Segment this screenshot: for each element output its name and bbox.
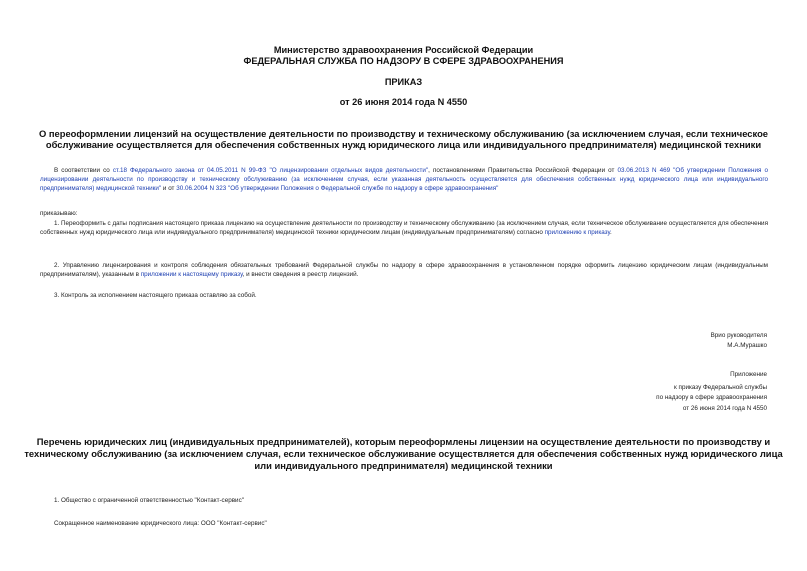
list-item-1: 1. Общество с ограниченной ответственностью "Контакт-сервис": [54, 497, 244, 504]
order-title-line-2: обслуживание осуществляется для обеспечения собственных нужд юридического лица или индивидуального предпринимателя) медицинской техники: [45, 139, 762, 150]
clause-1-end: .: [610, 229, 612, 237]
clause-1: [40, 219, 768, 237]
clause-2-end: , и внести сведения в реестр лицензий.: [242, 271, 359, 279]
signature-name: М.А.Мурашко: [727, 342, 767, 349]
document-type: ПРИКАЗ: [384, 77, 423, 87]
clause-3: 3. Контроль за исполнением настоящего приказа оставляю за собой.: [54, 292, 257, 299]
document-date-number: от 26 июня 2014 года N 4550: [339, 97, 468, 107]
appendix-line-3: от 26 июня 2014 года N 4550: [682, 405, 767, 412]
appendix-line-1: к приказу Федеральной службы: [674, 384, 767, 391]
appendix-line-2: по надзору в сфере здравоохранения: [656, 394, 767, 401]
signature-position: Врио руководителя: [710, 332, 767, 339]
short-name: Сокращенное наименование юридического лица: ООО "Контакт-сервис": [54, 520, 267, 527]
appendix-label: Приложение: [730, 371, 767, 378]
appendix-link[interactable]: приложению к приказу: [544, 229, 610, 237]
preamble-text: и от: [161, 185, 177, 193]
clause-2-text: 2. Управлению лицензирования и контроля соблюдения обязательных требований Федеральной службы по надзору в сфере здравоохранения в установленном порядке оформить лицензию юридическим лицам (индивидуальным предпринимателям), указанным в: [40, 262, 768, 279]
ministry-name: Министерство здравоохранения Российской Федерации: [273, 45, 534, 55]
list-title-line-3: или индивидуального предпринимателя) медицинской техники: [254, 460, 553, 471]
service-name: ФЕДЕРАЛЬНАЯ СЛУЖБА ПО НАДЗОРУ В СФЕРЕ ЗДРАВООХРАНЕНИЯ: [243, 56, 564, 66]
appendix-reference-link[interactable]: приложении к настоящему приказу: [140, 271, 243, 279]
preamble-text: В соответствии со: [54, 167, 113, 174]
list-title-line-2: техническому обслуживанию (за исключением случая, если техническое обслуживание осуществляется для обеспечения собственных нужд юридического лица: [24, 448, 783, 459]
law-link[interactable]: ст.18 Федерального закона от 04.05.2011 N 99-ФЗ "О лицензировании отдельных видов деятельности": [112, 167, 429, 174]
decree-469-link[interactable]: 03.06.2013 N 469 "Об утверждении Положения о лицензировании деятельности по производству и техническому обслуживанию (за исключением случая, если указанная деятельность осуществляется для обеспечения собственных нужд юридического лица или индивидуального предпринимателя) медицинской техники": [40, 167, 768, 193]
list-title-line-1: Перечень юридических лиц (индивидуальных предпринимателей), которым переоформлены лицензии на осуществление деятельности по производству и: [36, 436, 771, 447]
clause-1-text: 1. Переоформить с даты подписания настоящего приказа лицензию на осуществление деятельности по производству и техническому обслуживанию (за исключением случая, если техническое обслуживание осуществляется для обеспечения собственных нужд юридического лица или индивидуального предпринимателя) медицинской техники юридическим лицам (индивидуальным предпринимателям) согласно: [40, 220, 768, 237]
decree-323-link[interactable]: 30.06.2004 N 323 "Об утверждении Положения о Федеральной службе по надзору в сфере здравоохранения": [176, 185, 499, 193]
order-title-line-1: О переоформлении лицензий на осуществление деятельности по производству и техническому обслуживанию (за исключением случая, если техническое: [38, 128, 769, 139]
order-word: приказываю:: [40, 210, 78, 217]
clause-2: [40, 261, 768, 279]
preamble-text: , постановлениями Правительства Российской Федерации от: [428, 167, 618, 174]
preamble: [40, 166, 768, 194]
